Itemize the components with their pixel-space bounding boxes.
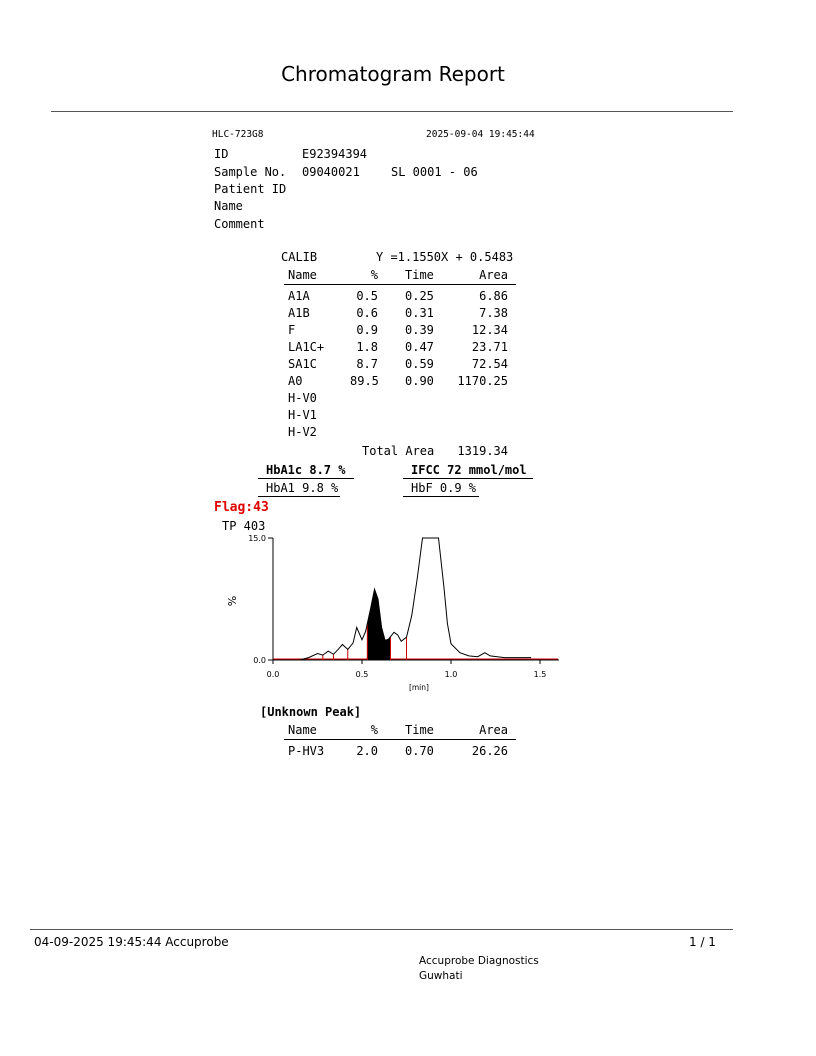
chart-axes	[268, 538, 559, 664]
unknown-cell-percent: 2.0	[356, 744, 378, 758]
cell-time: 0.31	[405, 306, 434, 320]
cell-name: A0	[288, 374, 303, 388]
footer-lab-name: Accuprobe Diagnostics	[419, 955, 539, 967]
col-header-name: Name	[288, 268, 317, 282]
cell-area: 23.71	[471, 340, 508, 354]
ifcc-underline	[403, 478, 533, 479]
comment-label: Comment	[214, 217, 265, 231]
sl-value: SL 0001 - 06	[391, 165, 478, 179]
report-title: Chromatogram Report	[281, 62, 505, 86]
cell-time: 0.90	[405, 374, 434, 388]
cell-percent: 0.6	[356, 306, 378, 320]
ifcc-result: IFCC 72 mmol/mol	[411, 463, 527, 477]
calib-equation: Y =1.1550X + 0.5483	[376, 250, 514, 264]
cell-time: 0.25	[405, 289, 434, 303]
total-area-value: 1319.34	[457, 444, 508, 458]
x-axis-label: [min]	[408, 683, 429, 692]
instrument-datetime: 2025-09-04 19:45:44	[426, 129, 535, 140]
cell-percent: 0.9	[356, 323, 378, 337]
cell-name: H-V2	[288, 425, 317, 439]
y-tick-label: 0.0	[253, 656, 266, 665]
cell-name: H-V0	[288, 391, 317, 405]
cell-time: 0.59	[405, 357, 434, 371]
cell-time: 0.39	[405, 323, 434, 337]
footer-page-number: 1 / 1	[689, 935, 716, 949]
hbf-result: HbF 0.9 %	[411, 481, 477, 495]
cell-area: 1170.25	[457, 374, 508, 388]
unknown-col-header-name: Name	[288, 723, 317, 737]
flag-text: Flag:43	[214, 500, 269, 515]
col-header-percent: %	[370, 268, 378, 282]
footer-lab-city: Guwhati	[419, 970, 463, 982]
hbf-underline	[403, 496, 479, 497]
tp-text: TP 403	[222, 519, 266, 533]
cell-percent: 0.5	[356, 289, 378, 303]
sa1c-shaded-peak	[367, 589, 390, 660]
unknown-col-header-area: Area	[479, 723, 508, 737]
cell-time: 0.47	[405, 340, 434, 354]
chart-tick-labels	[226, 534, 546, 692]
id-value: E92394394	[302, 147, 368, 161]
footer-divider	[30, 929, 733, 930]
total-area-label: Total Area	[362, 444, 435, 458]
title-divider	[51, 111, 733, 112]
x-tick-label: 1.0	[444, 670, 458, 679]
unknown-col-header-time: Time	[405, 723, 434, 737]
instrument-model: HLC-723G8	[212, 129, 264, 140]
cell-area: 7.38	[479, 306, 508, 320]
x-tick-label: 1.5	[533, 670, 547, 679]
peak-table-header-rule	[284, 284, 516, 285]
peak-split-lines	[323, 623, 407, 660]
cell-percent: 8.7	[356, 357, 378, 371]
y-tick-label: 15.0	[248, 534, 266, 543]
hba1c-underline	[258, 478, 354, 479]
sample-no-value: 09040021	[302, 165, 360, 179]
footer-datetime-user: 04-09-2025 19:45:44 Accuprobe	[34, 935, 229, 949]
patient-id-label: Patient ID	[214, 182, 287, 196]
x-tick-label: 0.0	[266, 670, 280, 679]
unknown-cell-time: 0.70	[405, 744, 434, 758]
id-label: ID	[214, 147, 229, 161]
unknown-peak-title: [Unknown Peak]	[260, 705, 362, 719]
cell-area: 6.86	[479, 289, 508, 303]
name-label: Name	[214, 199, 243, 213]
unknown-col-header-percent: %	[370, 723, 378, 737]
col-header-time: Time	[405, 268, 434, 282]
hba1-underline	[258, 496, 340, 497]
cell-name: F	[288, 323, 296, 337]
cell-area: 12.34	[471, 323, 508, 337]
hba1c-result: HbA1c 8.7 %	[266, 463, 346, 477]
cell-name: A1A	[288, 289, 310, 303]
cell-percent: 89.5	[350, 374, 379, 388]
x-tick-label: 0.5	[355, 670, 369, 679]
cell-name: SA1C	[288, 357, 317, 371]
unknown-table-header-rule	[284, 739, 516, 740]
cell-percent: 1.8	[356, 340, 378, 354]
cell-name: LA1C+	[288, 340, 325, 354]
y-axis-label: %	[226, 595, 239, 607]
calib-label: CALIB	[281, 250, 318, 264]
cell-name: A1B	[288, 306, 310, 320]
hba1-result: HbA1 9.8 %	[266, 481, 339, 495]
cell-name: H-V1	[288, 408, 317, 422]
col-header-area: Area	[479, 268, 508, 282]
unknown-cell-area: 26.26	[471, 744, 508, 758]
sample-no-label: Sample No.	[214, 165, 287, 179]
unknown-cell-name: P-HV3	[288, 744, 325, 758]
chromatogram-trace	[273, 538, 531, 660]
cell-area: 72.54	[471, 357, 508, 371]
